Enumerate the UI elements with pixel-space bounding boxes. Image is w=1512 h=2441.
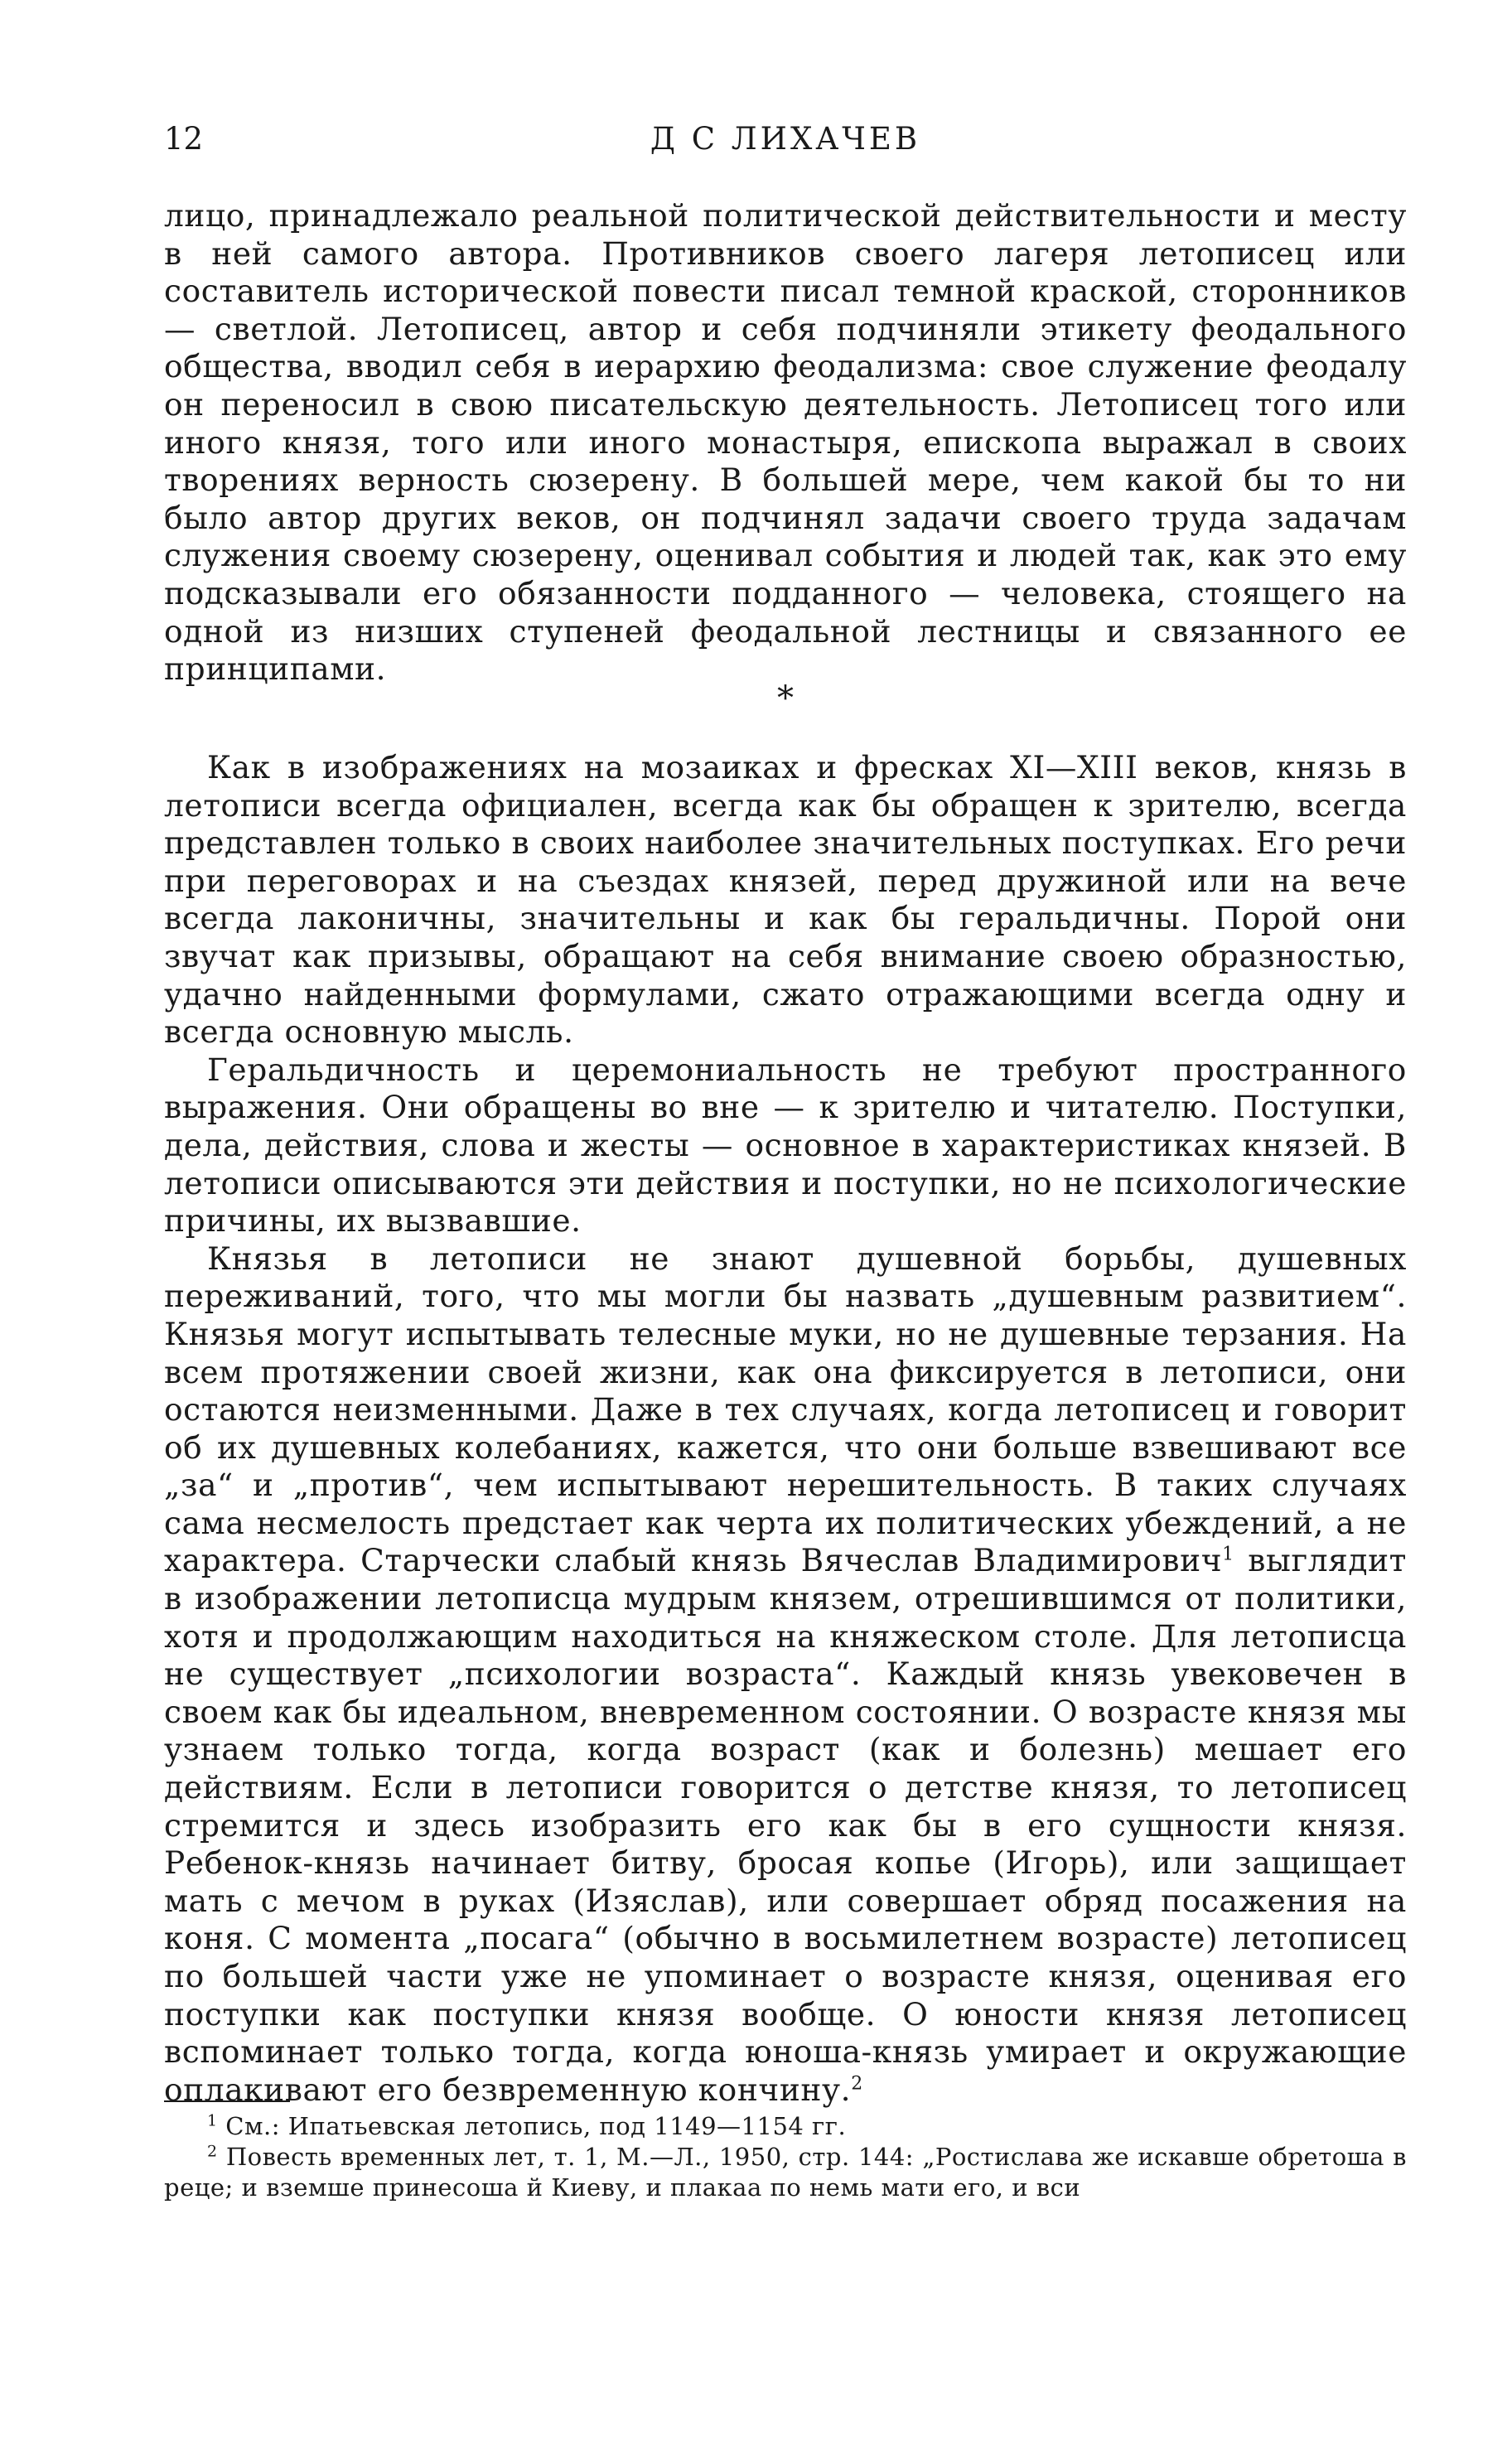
page-number: 12 [164, 121, 204, 157]
page-header [164, 114, 1407, 164]
section-2 [164, 749, 1407, 2109]
footnote-rule [164, 2100, 290, 2102]
footnotes [164, 2111, 1407, 2203]
paragraph-3-part-2: выглядит в изображении летописца мудрым князем, отрешившимся от политики, хотя и продолжающим находиться на княжеском столе. Для летописца не существует „психологии возраста“. Каждый князь увековечен в своем как бы идеальном, вневременном состоянии. О возрасте князя мы узнаем только тогда, когда возраст (как и болезнь) мешает его действиям. Если в летописи говорится о детстве князя, то летописец стремится и здесь изобразить его как бы в его сущности князя. Ребенок-князь начинает битву, бросая копье (Игорь), или защищает мать с мечом в руках (Изяслав), или совершает обряд посажения на коня. С момента „посага“ (обычно в восьмилетнем возрасте) летописец по большей части уже не упоминает о возрасте князя, оценивая его поступки как поступки князя вообще. О юности князя летописец вспоминает только тогда, когда юноша-князь умирает и окружающие оплакивают его безвременную кончину. [164, 1542, 1408, 2108]
paragraph-2: Геральдичность и церемониальность не требуют пространного выражения. Они обращены во вне — к зрителю и читателю. Поступки, дела, действия, слова и жесты — основное в характеристиках князей. В летописи описываются эти действия и поступки, но не психологические причины, их вызвавшие. [164, 1051, 1407, 1240]
section-1 [164, 197, 1407, 689]
paragraph-continuation: лицо, принадлежало реальной политической действительности и месту в ней самого автора. Противников своего лагеря летописец или составитель исторической повести писал темной краской, сторонников — светлой. Летописец, автор и себя подчиняли этикету феодального общества, вводил себя в иерархию феодализма: свое служение феодалу он переносил в свою писательскую деятельность. Летописец того или иного князя, того или иного монастыря, епископа выражал в своих творениях верность сюзерену. В большей мере, чем какой бы то ни было автор других веков, он подчинял задачи своего труда задачам служения своему сюзерену, оценивал события и людей так, как это ему подсказывали его обязанности подданного — человека, стоящего на одной из низших ступеней феодальной лестницы и связанного ее принципами. [164, 197, 1407, 688]
footnote-ref-2: 2 [851, 2073, 863, 2095]
footnote-1-text: См.: Ипатьевская летопись, под 1149—1154 гг. [217, 2112, 847, 2140]
footnote-ref-1: 1 [1222, 1544, 1234, 1565]
footnote-2-mark: 2 [207, 2142, 218, 2161]
section-separator: * [777, 679, 794, 718]
paragraph-3-part-1: Князья в летописи не знают душевной борьбы, душевных переживаний, того, что мы могли бы назвать „душевным развитием“. Князья могут испытывать телесные муки, но не душевные терзания. На всем протяжении своей жизни, как она фиксируется в летописи, они остаются неизменными. Даже в тех случаях, когда летописец и говорит об их душевных колебаниях, кажется, что они больше взвешивают все „за“ и „против“, чем испытывают нерешительность. В таких случаях сама несмелость предстает как черта их политических убеждений, а не характера. Старчески слабый князь Вячеслав Владимирович [164, 1240, 1407, 1579]
paragraph-1: Как в изображениях на мозаиках и фресках XI—XIII веков, князь в летописи всегда официален, всегда как бы обращен к зрителю, всегда представлен только в своих наиболее значительных поступках. Его речи при переговорах и на съездах князей, перед дружиной или на вече всегда лаконичны, значительны и как бы геральдичны. Порой они звучат как призывы, обращают на себя внимание своею образностью, удачно найденными формулами, сжато отражающими всегда одну и всегда основную мысль. [164, 749, 1407, 1051]
footnote-1-mark: 1 [207, 2111, 218, 2130]
paragraph-3 [164, 1240, 1407, 2110]
footnote-1 [164, 2111, 1407, 2142]
footnote-2 [164, 2142, 1407, 2203]
running-head: Д С ЛИХАЧЕВ [650, 121, 921, 157]
footnote-2-text: Повесть временных лет, т. 1, М.—Л., 1950, стр. 144: „Ростислава же искавше обретоша в реце; и вземше принесоша й Киеву, и плакаа по немь мати его, и вси [164, 2143, 1407, 2202]
